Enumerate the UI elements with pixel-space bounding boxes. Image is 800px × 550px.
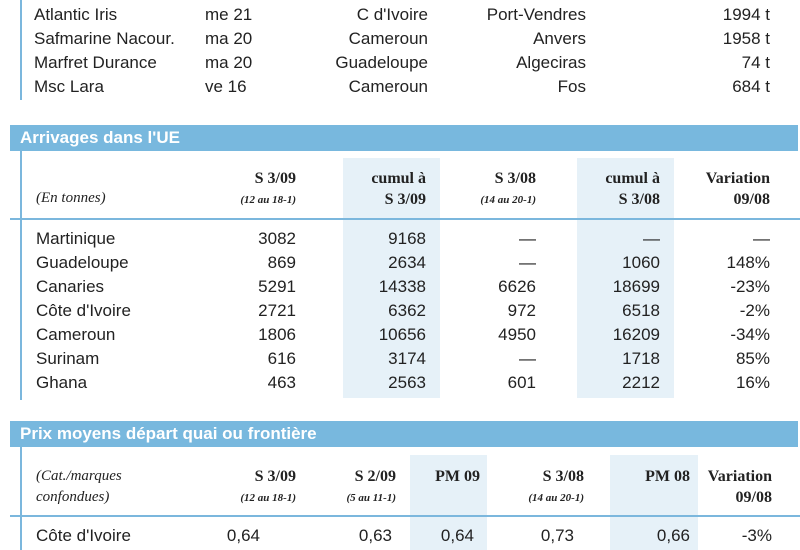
cell-s308: — — [519, 253, 536, 272]
col-s309-sub: (12 au 18-1) — [240, 194, 296, 206]
cell-cumul308: 6518 — [622, 301, 660, 320]
cell-s308: 0,73 — [540, 526, 574, 545]
cell-cumul308: 18699 — [612, 277, 660, 296]
cat-label-l2: confondues) — [36, 489, 110, 505]
ship-day: me 21 — [205, 5, 253, 24]
ship-origin: C d'Ivoire — [356, 5, 428, 24]
cell-cumul308: 16209 — [612, 325, 660, 344]
cell-var: 85% — [735, 349, 770, 368]
prix-col-var-l2: 09/08 — [735, 489, 772, 506]
ship-tonnage: 74 t — [741, 53, 770, 72]
row-label: Cameroun — [36, 325, 116, 344]
ship-name: Atlantic Iris — [34, 5, 118, 24]
ship-day: ve 16 — [205, 77, 247, 96]
ship-name: Msc Lara — [34, 77, 104, 96]
col-s308-sub: (14 au 20-1) — [480, 194, 536, 206]
cell-cumul309: 2634 — [388, 253, 426, 272]
cell-s309: 2721 — [258, 301, 296, 320]
cell-s308: 6626 — [498, 277, 536, 296]
cell-cumul309: 10656 — [378, 325, 426, 344]
arrivages-left-rule — [20, 151, 22, 400]
col-cumul309-l2: S 3/09 — [384, 191, 426, 208]
row-label: Côte d'Ivoire — [36, 526, 131, 545]
ship-day: ma 20 — [205, 29, 253, 48]
ships-left-rule — [20, 0, 22, 100]
cat-label-l1: (Cat./marques — [36, 468, 122, 484]
cell-var: — — [753, 229, 770, 248]
prix-header-rule — [10, 515, 800, 517]
prix-col-s308-sub: (14 au 20-1) — [528, 492, 584, 504]
cell-s309: 3082 — [258, 229, 296, 248]
cell-cumul308: 2212 — [622, 373, 660, 392]
cell-s309: 463 — [267, 373, 296, 392]
prix-left-rule — [20, 447, 22, 550]
ship-name: Safmarine Nacour. — [34, 29, 175, 48]
col-s308: S 3/08 — [494, 170, 536, 187]
ship-name: Marfret Durance — [34, 53, 157, 72]
prix-col-var-l1: Variation — [707, 468, 772, 485]
cell-var: -23% — [730, 277, 770, 296]
arrivages-title: Arrivages dans l'UE — [20, 128, 180, 147]
ship-tonnage: 1958 t — [722, 29, 770, 48]
prix-col-s308: S 3/08 — [542, 468, 584, 485]
ship-port: Anvers — [533, 29, 586, 48]
cell-cumul308: 1718 — [622, 349, 660, 368]
cell-var: 16% — [735, 373, 770, 392]
row-label: Canaries — [36, 277, 105, 296]
cell-var: -3% — [741, 526, 772, 545]
prix-title: Prix moyens départ quai ou frontière — [20, 424, 317, 443]
ship-tonnage: 684 t — [732, 77, 770, 96]
ship-origin: Guadeloupe — [335, 53, 428, 72]
cell-var: -34% — [730, 325, 770, 344]
cell-s309: 5291 — [258, 277, 296, 296]
ship-port: Algeciras — [516, 53, 586, 72]
cell-s308: 972 — [507, 301, 536, 320]
row-label: Ghana — [36, 373, 88, 392]
cell-s309: 1806 — [258, 325, 296, 344]
ship-origin: Cameroun — [348, 29, 428, 48]
prix-header-bar — [10, 421, 798, 447]
row-label: Guadeloupe — [36, 253, 129, 272]
cell-cumul309: 3174 — [388, 349, 426, 368]
ship-port: Port-Vendres — [486, 5, 586, 24]
col-var-l1: Variation — [705, 170, 770, 187]
cell-pm09: 0,64 — [440, 526, 474, 545]
col-var-l2: 09/08 — [733, 191, 770, 208]
row-label: Martinique — [36, 229, 116, 248]
prix-col-s309-sub: (12 au 18-1) — [240, 492, 296, 504]
cell-cumul309: 14338 — [378, 277, 426, 296]
cell-s308: 4950 — [498, 325, 536, 344]
row-label: Côte d'Ivoire — [36, 301, 131, 320]
cell-s309: 869 — [267, 253, 296, 272]
col-s309: S 3/09 — [254, 170, 296, 187]
cell-s309: 0,64 — [226, 526, 260, 545]
cell-var: 148% — [726, 253, 770, 272]
ship-tonnage: 1994 t — [722, 5, 770, 24]
prix-col-s309: S 3/09 — [254, 468, 296, 485]
cell-s209: 0,63 — [358, 526, 392, 545]
ship-origin: Cameroun — [348, 77, 428, 96]
cell-s308: 601 — [507, 373, 536, 392]
col-cumul308-l1: cumul à — [605, 170, 660, 187]
ship-day: ma 20 — [205, 53, 253, 72]
cell-s308: — — [519, 349, 536, 368]
cell-s309: 616 — [267, 349, 296, 368]
col-cumul309-l1: cumul à — [371, 170, 426, 187]
cell-cumul309: 2563 — [388, 373, 426, 392]
cell-cumul309: 9168 — [388, 229, 426, 248]
prix-col-pm08: PM 08 — [645, 468, 690, 485]
arrivages-header-rule — [10, 218, 800, 220]
col-cumul308-l2: S 3/08 — [618, 191, 660, 208]
cell-pm08: 0,66 — [656, 526, 690, 545]
cell-cumul309: 6362 — [388, 301, 426, 320]
ship-port: Fos — [557, 77, 586, 96]
cell-cumul308: — — [643, 229, 660, 248]
cell-var: -2% — [739, 301, 770, 320]
cell-cumul308: 1060 — [622, 253, 660, 272]
row-label: Surinam — [36, 349, 100, 368]
prix-col-s209: S 2/09 — [354, 468, 396, 485]
prix-col-pm09: PM 09 — [435, 468, 480, 485]
arrivages-header-bar — [10, 125, 798, 151]
unit-label: (En tonnes) — [36, 190, 106, 206]
prix-col-s209-sub: (5 au 11-1) — [346, 492, 396, 504]
cell-s308: — — [519, 229, 536, 248]
